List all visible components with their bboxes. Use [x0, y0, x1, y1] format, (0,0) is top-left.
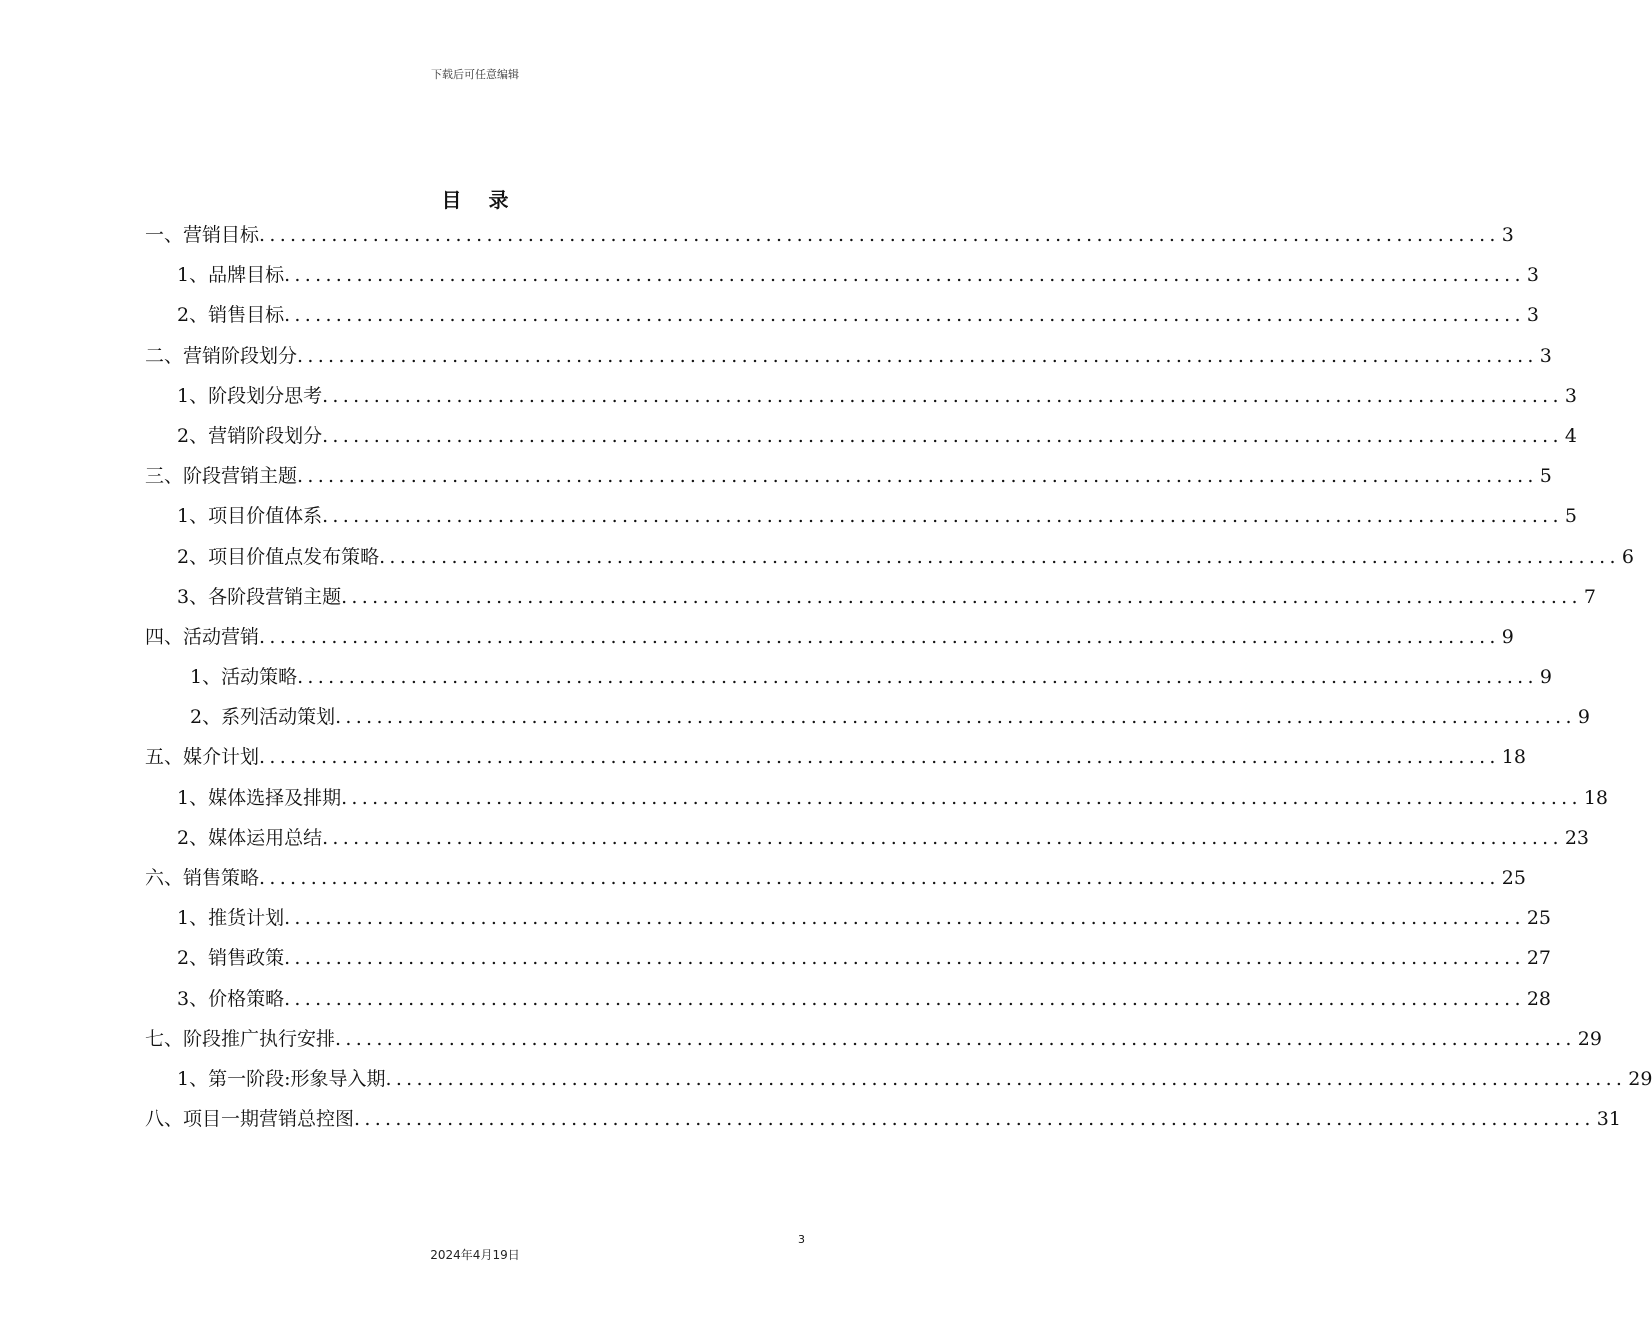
- toc-entry-label: 七、阶段推广执行安排: [145, 1027, 336, 1050]
- toc-leader-dots: ........................................................................................................................: [259, 746, 1500, 769]
- toc-entry[interactable]: [145, 702, 1590, 742]
- toc-entry-label: 四、活动营销: [145, 625, 260, 648]
- toc-entry-label: 2、营销阶段划分: [177, 424, 323, 447]
- toc-leader-dots: ........................................................................................................................: [379, 545, 1620, 568]
- toc-entry-label: 2、销售目标: [177, 304, 285, 327]
- toc-entry[interactable]: [145, 260, 1539, 300]
- toc-leader-dots: ........................................................................................................................: [284, 907, 1525, 930]
- toc-leader-dots: ........................................................................................................................: [385, 1067, 1627, 1090]
- toc-entry-label: 一、营销目标: [145, 224, 260, 246]
- toc-entry-label: 2、媒体运用总结: [177, 826, 323, 849]
- toc-entry[interactable]: [145, 903, 1552, 943]
- toc-leader-dots: ........................................................................................................................: [259, 224, 1500, 246]
- toc-entry-page: 3: [1526, 264, 1539, 287]
- toc-entry-label: 1、阶段划分思考: [177, 384, 323, 407]
- toc-entry-page: 7: [1583, 585, 1596, 608]
- toc-entry-label: 1、品牌目标: [177, 264, 285, 287]
- toc-leader-dots: ........................................................................................................................: [284, 987, 1525, 1010]
- toc-entry-label: 3、各阶段营销主题: [177, 585, 342, 608]
- toc-entry-label: 三、阶段营销主题: [145, 465, 298, 488]
- toc-leader-dots: ........................................................................................................................: [322, 424, 1563, 447]
- toc-entry-page: 6: [1621, 545, 1634, 568]
- toc-title: 目 录: [441, 188, 519, 212]
- toc-entry-page: 4: [1564, 424, 1577, 447]
- toc-entry-label: 1、推货计划: [177, 907, 285, 930]
- toc-entry[interactable]: [145, 341, 1552, 381]
- toc-leader-dots: ........................................................................................................................: [259, 867, 1500, 889]
- toc-entry-label: 3、价格策略: [177, 987, 285, 1010]
- toc-entry-label: 2、销售政策: [177, 947, 285, 970]
- toc-entry-page: 3: [1526, 304, 1539, 327]
- toc-entry-page: 5: [1539, 465, 1552, 488]
- page-number: 3: [798, 1233, 805, 1246]
- toc-entry-page: 29: [1628, 1067, 1652, 1090]
- toc-leader-dots: ........................................................................................................................: [335, 706, 1576, 729]
- toc-entry[interactable]: [145, 1104, 1621, 1144]
- table-of-contents: [145, 220, 1652, 1144]
- toc-entry-page: 9: [1577, 706, 1590, 729]
- toc-leader-dots: ........................................................................................................................: [354, 1108, 1595, 1131]
- toc-leader-dots: ........................................................................................................................: [284, 304, 1525, 327]
- toc-entry[interactable]: [145, 823, 1590, 863]
- toc-entry-label: 2、系列活动策划: [190, 706, 336, 729]
- toc-entry[interactable]: [145, 863, 1526, 903]
- footer-date: 2024年4月19日: [430, 1248, 520, 1262]
- toc-leader-dots: ........................................................................................................................: [341, 585, 1582, 608]
- toc-entry-label: 1、活动策略: [190, 666, 298, 689]
- toc-entry-page: 3: [1501, 224, 1514, 246]
- toc-leader-dots: ........................................................................................................................: [322, 384, 1563, 407]
- toc-entry-label: 1、项目价值体系: [177, 505, 323, 528]
- toc-leader-dots: ........................................................................................................................: [335, 1027, 1576, 1050]
- toc-entry[interactable]: [145, 542, 1634, 582]
- toc-entry[interactable]: [145, 622, 1514, 662]
- toc-entry-label: 1、媒体选择及排期: [177, 786, 342, 809]
- toc-entry-label: 六、销售策略: [145, 867, 260, 889]
- toc-leader-dots: ........................................................................................................................: [322, 505, 1563, 528]
- toc-leader-dots: ........................................................................................................................: [284, 947, 1525, 970]
- toc-leader-dots: ........................................................................................................................: [297, 666, 1538, 689]
- toc-entry[interactable]: [145, 943, 1552, 983]
- toc-entry[interactable]: [145, 381, 1577, 421]
- toc-leader-dots: ........................................................................................................................: [297, 465, 1538, 488]
- toc-entry[interactable]: [145, 582, 1596, 622]
- toc-entry-page: 27: [1526, 947, 1552, 970]
- toc-entry-label: 八、项目一期营销总控图: [145, 1108, 355, 1131]
- toc-entry[interactable]: [145, 662, 1552, 702]
- toc-entry-page: 23: [1564, 826, 1590, 849]
- toc-entry-page: 5: [1564, 505, 1577, 528]
- toc-entry[interactable]: [145, 742, 1526, 782]
- toc-entry-page: 3: [1539, 344, 1552, 367]
- toc-leader-dots: ........................................................................................................................: [284, 264, 1525, 287]
- toc-entry-page: 18: [1583, 786, 1609, 809]
- toc-entry[interactable]: [145, 984, 1552, 1024]
- toc-leader-dots: ........................................................................................................................: [297, 344, 1538, 367]
- toc-entry[interactable]: [145, 783, 1609, 823]
- toc-entry-label: 1、第一阶段:形象导入期: [177, 1067, 386, 1090]
- toc-entry-label: 2、项目价值点发布策略: [177, 545, 380, 568]
- toc-entry-page: 3: [1564, 384, 1577, 407]
- toc-entry-page: 18: [1501, 746, 1526, 769]
- toc-entry-page: 29: [1577, 1027, 1602, 1050]
- toc-entry[interactable]: [145, 220, 1514, 260]
- toc-leader-dots: ........................................................................................................................: [259, 625, 1500, 648]
- toc-entry-page: 31: [1596, 1108, 1621, 1131]
- toc-entry[interactable]: [145, 421, 1577, 461]
- toc-entry[interactable]: [145, 461, 1552, 501]
- toc-entry-page: 25: [1501, 867, 1526, 889]
- toc-entry-page: 25: [1526, 907, 1552, 930]
- toc-entry-label: 二、营销阶段划分: [145, 344, 298, 367]
- toc-leader-dots: ........................................................................................................................: [322, 826, 1563, 849]
- toc-entry[interactable]: [145, 1064, 1652, 1104]
- page-header: 下载后可任意编辑: [431, 68, 519, 81]
- toc-leader-dots: ........................................................................................................................: [341, 786, 1582, 809]
- toc-entry[interactable]: [145, 501, 1577, 541]
- toc-entry-page: 9: [1501, 625, 1514, 648]
- toc-entry-label: 五、媒介计划: [145, 746, 260, 769]
- toc-entry-page: 9: [1539, 666, 1552, 689]
- toc-entry[interactable]: [145, 1024, 1602, 1064]
- toc-entry-page: 28: [1526, 987, 1552, 1010]
- toc-entry[interactable]: [145, 300, 1539, 340]
